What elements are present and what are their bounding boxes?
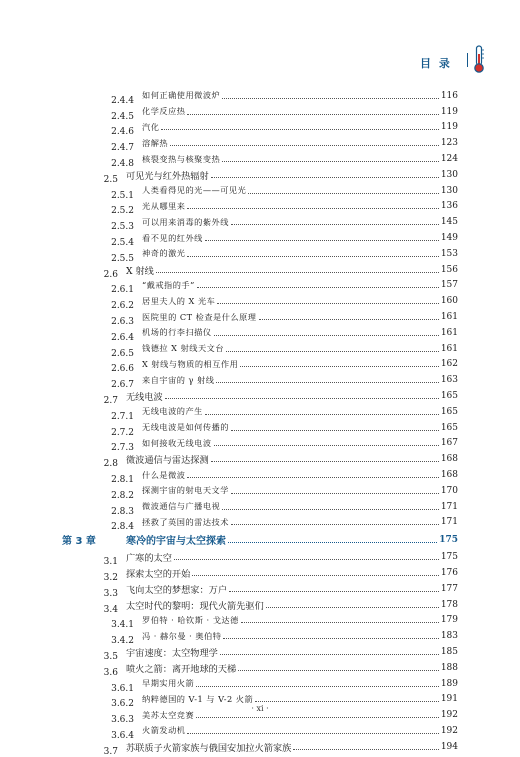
toc-subsection[interactable] [60, 499, 458, 515]
toc-subsection[interactable] [60, 467, 458, 486]
dot-leader [211, 176, 439, 178]
toc-subsection[interactable] [60, 246, 458, 262]
dot-leader [238, 669, 439, 671]
toc-title: X 射线与物质的相互作用 [142, 358, 239, 369]
dot-leader [192, 574, 439, 576]
dot-leader [241, 621, 439, 623]
dot-leader [187, 255, 438, 257]
dot-leader [231, 429, 439, 431]
toc-section[interactable] [60, 644, 458, 660]
toc-number: 3.5 [103, 651, 118, 662]
dot-leader [187, 476, 438, 478]
dot-leader [214, 334, 439, 336]
toc-page: 165 [440, 391, 458, 402]
toc-section[interactable] [60, 660, 458, 676]
dot-leader [187, 207, 438, 209]
dot-leader [211, 460, 439, 462]
toc-title: 早期实用火箭 [142, 678, 195, 689]
toc-subsection[interactable] [60, 183, 458, 199]
toc-number: 2.4.5 [111, 111, 134, 122]
dot-leader [229, 590, 439, 592]
toc-subsection[interactable] [60, 104, 458, 120]
toc-number: 2.8.2 [111, 490, 134, 501]
toc-page: 189 [440, 678, 458, 689]
toc-section[interactable] [60, 451, 458, 470]
toc-number: 2.5.5 [111, 253, 134, 264]
toc-subsection[interactable] [60, 120, 458, 136]
toc-subsection[interactable] [60, 420, 458, 436]
dot-leader [259, 318, 439, 320]
toc-page: 194 [440, 741, 458, 752]
toc-number: 2.8.1 [111, 475, 134, 486]
toc-number: 3.6.4 [111, 730, 134, 741]
dot-leader [222, 508, 439, 510]
toc-subsection[interactable] [60, 628, 458, 647]
toc-subsection[interactable] [60, 278, 458, 294]
toc-title: 宇宙速度：太空物理学 [126, 647, 218, 659]
toc-title: 化学反应热 [142, 106, 186, 117]
dot-leader [231, 223, 439, 225]
toc-title: 机场的行李扫描仪 [142, 327, 212, 338]
toc-page: 156 [440, 264, 458, 275]
toc-title: 探测宇宙的射电天文学 [142, 485, 229, 496]
toc-page: 168 [440, 470, 458, 481]
toc-number: 2.7.2 [111, 427, 134, 438]
dot-leader [156, 271, 439, 273]
toc-title: 太空时代的黎明：现代火箭先驱们 [126, 600, 264, 612]
toc-page: 176 [440, 568, 458, 578]
toc-subsection[interactable] [60, 151, 458, 170]
dot-leader [217, 302, 438, 304]
toc-page: 170 [440, 485, 458, 496]
toc-title: 如何正确使用微波炉 [142, 90, 221, 101]
toc-page: 130 [440, 169, 458, 180]
toc-page: 149 [440, 233, 458, 244]
dot-leader [196, 716, 439, 718]
toc-title: 来自宇宙的 γ 射线 [142, 374, 215, 385]
dot-leader [226, 350, 439, 352]
toc-page: 130 [440, 185, 458, 196]
header-divider [467, 53, 468, 67]
dot-leader [165, 397, 439, 399]
toc-title: 看不见的红外线 [142, 232, 203, 243]
toc-number: 2.5.3 [111, 222, 134, 233]
toc-number: 2.6.6 [111, 364, 134, 375]
toc-title: 纳粹德国的 V-1 与 V-2 火箭 [142, 693, 254, 704]
dot-leader [205, 239, 439, 241]
toc-number: 2.6.3 [111, 317, 134, 328]
toc-page: 161 [440, 312, 458, 323]
toc-title: 火箭发动机 [142, 725, 186, 736]
toc-page: 161 [440, 343, 458, 354]
toc-subsection[interactable] [60, 88, 458, 104]
toc-title: 核裂变热与核聚变热 [142, 153, 221, 164]
dot-leader [222, 160, 439, 162]
toc-subsection[interactable] [60, 483, 458, 499]
toc-subsection[interactable] [60, 293, 458, 312]
toc-title: X 射线 [126, 265, 154, 277]
toc-chapter[interactable] [60, 530, 458, 549]
dot-leader [222, 97, 439, 99]
toc-title: 医院里的 CT 检查是什么原理 [142, 311, 257, 322]
toc-number: 3.6 [103, 667, 118, 678]
toc-subsection[interactable] [60, 404, 458, 420]
page-number: · xi · [251, 704, 269, 713]
toc-page: 177 [440, 583, 458, 594]
toc-number: 2.5.4 [111, 238, 134, 249]
table-of-contents [60, 88, 458, 755]
toc-page: 116 [440, 90, 458, 101]
toc-page: 168 [440, 454, 458, 465]
dot-leader [170, 144, 439, 146]
toc-title: 钱德拉 X 射线天文台 [142, 343, 225, 354]
dot-leader [248, 192, 439, 194]
toc-title: 无线电波的产生 [142, 406, 203, 417]
toc-number: 3.4.1 [111, 620, 134, 631]
toc-number: 2.4.8 [111, 159, 134, 170]
dot-leader [161, 128, 438, 130]
toc-title: 寒冷的宇宙与太空探索 [126, 536, 226, 548]
toc-section[interactable] [60, 388, 458, 407]
toc-title: 微波通信与广播电视 [142, 501, 221, 512]
dot-leader [205, 413, 439, 415]
dot-leader [220, 653, 439, 655]
toc-number: 3.4 [103, 604, 118, 615]
toc-title: 罗伯特 · 哈钦斯 · 戈达德 [142, 614, 239, 625]
toc-number: 2.4.7 [111, 143, 134, 154]
toc-subsection[interactable] [60, 325, 458, 341]
dot-leader [240, 365, 439, 367]
toc-page: 175 [440, 552, 458, 563]
toc-number: 2.6.1 [111, 285, 134, 296]
toc-title: 可见光与红外热辐射 [126, 170, 209, 182]
toc-title: “戴戒指的手” [142, 279, 195, 290]
toc-subsection[interactable] [60, 230, 458, 249]
toc-subsection[interactable] [60, 613, 458, 629]
toc-subsection[interactable] [60, 676, 458, 692]
toc-title: 光从哪里来 [142, 200, 186, 211]
toc-page: 179 [440, 615, 458, 626]
toc-subsection[interactable] [60, 309, 458, 328]
toc-page: 175 [439, 534, 458, 545]
toc-number: 2.5.1 [111, 190, 134, 201]
toc-title: 无线电波是如何传播的 [142, 422, 229, 433]
toc-number: 2.8.4 [111, 522, 134, 533]
toc-page: 192 [440, 710, 458, 721]
dot-leader [196, 685, 439, 687]
toc-number: 2.6.4 [111, 332, 134, 343]
dot-leader [228, 541, 437, 543]
toc-subsection[interactable] [60, 341, 458, 357]
toc-title: 探索太空的开始 [126, 569, 191, 580]
dot-leader [266, 606, 439, 608]
toc-page: 178 [440, 599, 458, 610]
toc-number: 第 3 章 [62, 536, 96, 548]
dot-leader [255, 700, 439, 702]
dot-leader [197, 286, 439, 288]
toc-title: 微波通信与雷达探测 [126, 455, 209, 467]
toc-subsection[interactable] [60, 436, 458, 452]
toc-subsection[interactable] [60, 723, 458, 739]
toc-page: 119 [440, 106, 458, 117]
toc-title: 美苏太空竞赛 [142, 709, 195, 720]
dot-leader [174, 558, 439, 560]
toc-page: 185 [440, 646, 458, 657]
toc-page: 183 [440, 631, 458, 642]
toc-number: 3.6.2 [111, 699, 134, 710]
toc-page: 162 [440, 359, 458, 370]
dot-leader [223, 637, 438, 639]
toc-number: 2.8 [103, 459, 118, 470]
toc-number: 2.7.3 [111, 443, 134, 454]
dot-leader [231, 523, 439, 525]
toc-number: 2.7.1 [111, 411, 134, 422]
toc-page: 163 [440, 375, 458, 386]
toc-page: 119 [440, 122, 458, 133]
toc-title: 居里夫人的 X 光车 [142, 295, 216, 306]
toc-title: 溶解热 [142, 137, 169, 148]
thermometer-icon [472, 44, 486, 74]
toc-title: 喷火之箭：离开地球的天梯 [126, 663, 237, 675]
toc-title: 冯 · 赫尔曼 · 奥伯特 [142, 630, 222, 641]
toc-page: 136 [440, 201, 458, 212]
toc-page: 153 [440, 248, 458, 259]
toc-number: 2.8.3 [111, 506, 134, 517]
toc-section[interactable] [60, 262, 458, 278]
toc-number: 3.1 [103, 557, 118, 568]
toc-title: 汽化 [142, 121, 160, 132]
toc-number: 3.3 [103, 588, 118, 599]
toc-section[interactable] [60, 549, 458, 568]
toc-subsection[interactable] [60, 515, 458, 531]
toc-page: 161 [440, 327, 458, 338]
toc-subsection[interactable] [60, 214, 458, 233]
toc-title: 飞向太空的梦想家：万户 [126, 584, 228, 596]
toc-page: 123 [440, 138, 458, 149]
toc-section[interactable] [60, 739, 458, 755]
dot-leader [187, 113, 438, 115]
dot-leader [216, 381, 438, 383]
toc-number: 2.4.6 [111, 127, 134, 138]
dot-leader [187, 732, 438, 734]
toc-number: 2.4.4 [111, 95, 134, 106]
toc-number: 2.6.2 [111, 301, 134, 312]
toc-subsection[interactable] [60, 199, 458, 215]
toc-page: 157 [440, 280, 458, 291]
toc-title: 无线电波 [126, 392, 163, 404]
dot-leader [231, 492, 439, 494]
toc-title: 什么是微波 [142, 469, 186, 480]
toc-number: 2.6.5 [111, 348, 134, 359]
header-title: 目 录 [420, 57, 452, 70]
toc-page: 171 [440, 517, 458, 528]
toc-section[interactable] [60, 597, 458, 613]
toc-section[interactable] [60, 565, 458, 581]
toc-number: 2.5 [103, 174, 118, 185]
toc-subsection[interactable] [60, 372, 458, 391]
toc-number: 3.6.1 [111, 683, 134, 694]
toc-page: 165 [440, 422, 458, 433]
toc-page: 192 [440, 725, 458, 736]
toc-title: 广寒的太空 [126, 553, 172, 565]
toc-number: 2.5.2 [111, 206, 134, 217]
toc-number: 3.6.3 [111, 715, 134, 726]
toc-title: 神奇的激光 [142, 248, 186, 259]
toc-page: 167 [440, 438, 458, 449]
dot-leader [293, 748, 438, 750]
toc-number: 2.6.7 [111, 380, 134, 391]
toc-title: 拯救了英国的雷达技术 [142, 516, 229, 527]
toc-page: 188 [440, 662, 458, 673]
toc-title: 苏联质子火箭家族与俄国安加拉火箭家族 [126, 742, 292, 754]
toc-number: 3.2 [103, 573, 118, 583]
toc-subsection[interactable] [60, 135, 458, 154]
toc-page: 160 [440, 296, 458, 307]
toc-section[interactable] [60, 167, 458, 183]
toc-page: 145 [440, 217, 458, 228]
dot-leader [214, 444, 439, 446]
toc-subsection[interactable] [60, 357, 458, 373]
toc-section[interactable] [60, 581, 458, 597]
toc-page: 124 [440, 154, 458, 165]
toc-title: 人类看得见的光——可见光 [142, 185, 247, 196]
toc-page: 171 [440, 501, 458, 512]
toc-number: 3.4.2 [111, 636, 134, 647]
toc-title: 可以用来消毒的紫外线 [142, 216, 229, 227]
toc-number: 3.7 [103, 746, 118, 757]
toc-page: 191 [440, 694, 458, 705]
page-header [0, 0, 520, 80]
toc-number: 2.6 [103, 269, 118, 280]
toc-number: 2.7 [103, 396, 118, 407]
toc-page: 165 [440, 406, 458, 417]
toc-title: 如何接收无线电波 [142, 437, 212, 448]
